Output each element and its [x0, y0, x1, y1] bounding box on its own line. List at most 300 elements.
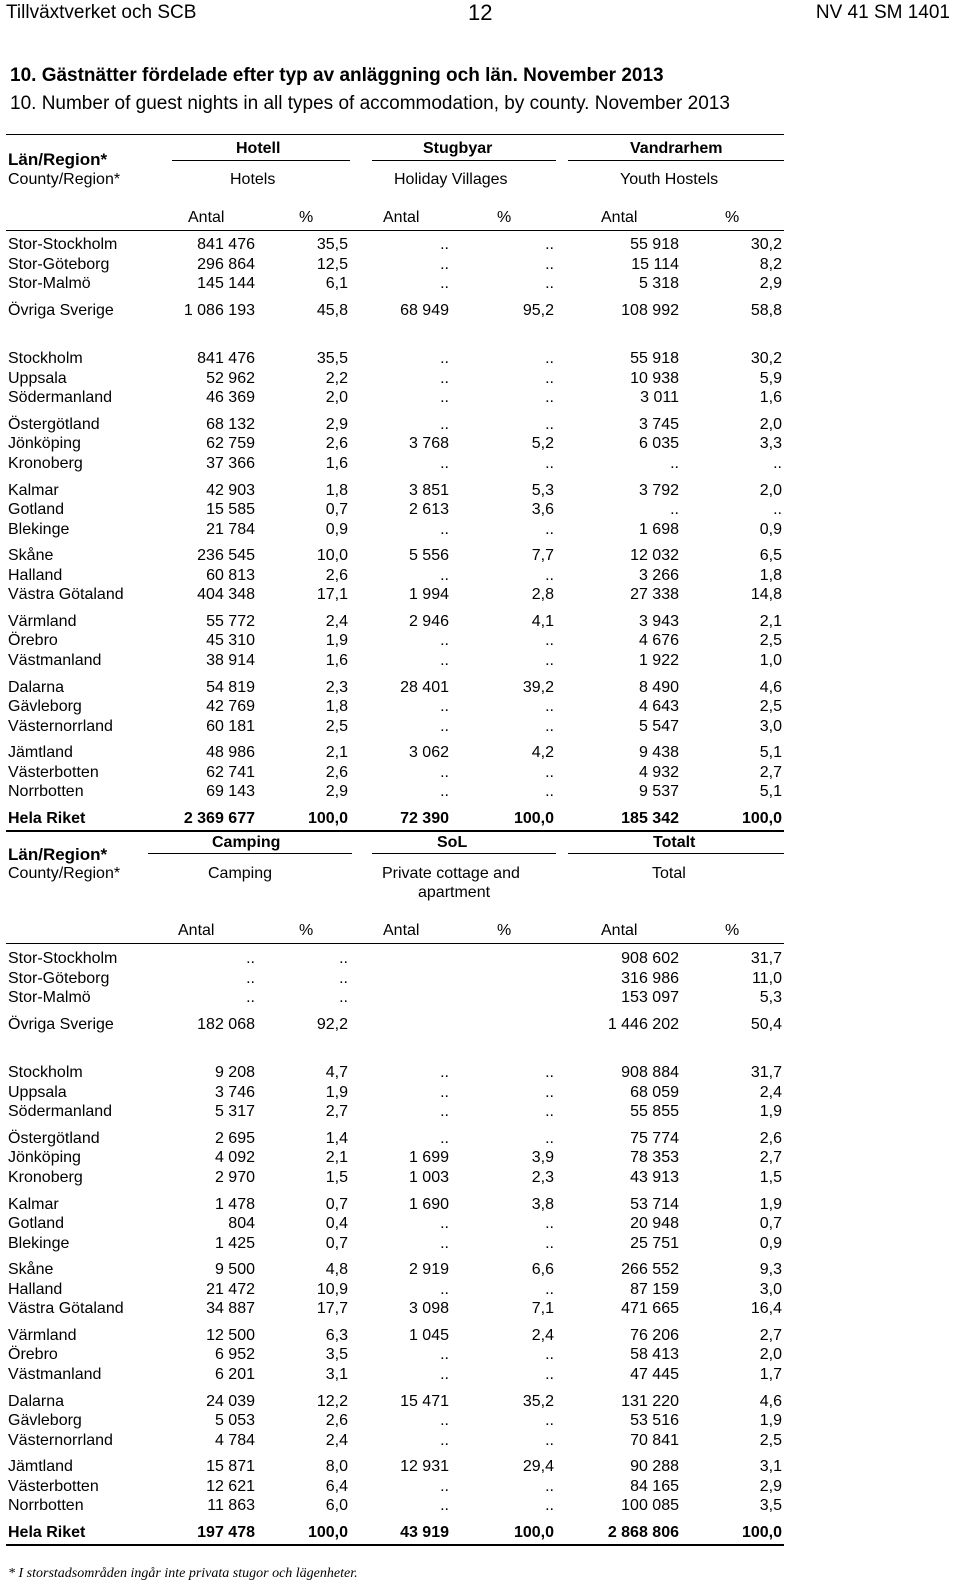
table-cell: 1,5 [759, 1169, 782, 1186]
group-hotell-sv: Hotell [236, 140, 281, 157]
table-cell: 0,7 [759, 1215, 782, 1232]
table-cell: 2,9 [325, 783, 348, 800]
table-cell: 2,0 [759, 482, 782, 499]
table-cell: 1,9 [759, 1412, 782, 1429]
table-cell: .. [440, 1235, 449, 1252]
table-cell: 9 537 [638, 783, 679, 800]
table-cell: 95,2 [522, 302, 554, 319]
table-cell: 3,5 [325, 1346, 348, 1363]
table-cell: .. [246, 950, 255, 967]
table-cell: .. [545, 416, 554, 433]
table-cell: 15 871 [206, 1458, 255, 1475]
table-cell: .. [545, 275, 554, 292]
table-cell: 2,7 [759, 1149, 782, 1166]
group-vandrarhem-sv: Vandrarhem [630, 140, 723, 157]
table-cell: 2 868 806 [607, 1524, 679, 1541]
group-totalt-rule [568, 853, 784, 854]
row-label: Östergötland [8, 1130, 100, 1147]
table-cell: .. [440, 764, 449, 781]
group-totalt-en: Total [652, 865, 686, 882]
table-cell: 108 992 [621, 302, 679, 319]
table-cell: .. [545, 1366, 554, 1383]
table-row [0, 1478, 960, 1498]
table-cell: 4,6 [759, 1393, 782, 1410]
table-cell: 46 369 [206, 389, 255, 406]
table-cell: 55 918 [630, 236, 679, 253]
table-cell: 0,7 [325, 1196, 348, 1213]
table-cell: 62 741 [206, 764, 255, 781]
table-cell: 7,7 [531, 547, 554, 564]
table-cell: 1 425 [214, 1235, 255, 1252]
table-cell: 8 490 [638, 679, 679, 696]
table-cell: .. [545, 1084, 554, 1101]
table-cell: 14,8 [750, 586, 782, 603]
table-cell: .. [545, 1130, 554, 1147]
table-cell: 1 478 [214, 1196, 255, 1213]
group-hotell-rule [172, 160, 350, 161]
table-cell: .. [545, 1215, 554, 1232]
table-cell: 9,3 [759, 1261, 782, 1278]
row-label: Blekinge [8, 1235, 70, 1252]
table-cell: 42 769 [206, 698, 255, 715]
row-label: Övriga Sverige [8, 302, 114, 319]
table-cell: .. [545, 764, 554, 781]
table-cell: 4,8 [325, 1261, 348, 1278]
table-cell: 4,1 [531, 613, 554, 630]
table-row [0, 236, 960, 256]
sub-antal-1: Antal [188, 209, 225, 226]
group-sol-en-line2: apartment [418, 884, 491, 901]
group-stugbyar-sv: Stugbyar [423, 140, 493, 157]
table-row [0, 613, 960, 633]
row-label: Halland [8, 567, 63, 584]
table-cell: 1,8 [325, 698, 348, 715]
table-cell: 10,0 [316, 547, 348, 564]
table-cell: 6,1 [325, 275, 348, 292]
group-sol-en: Private cottage and [382, 865, 520, 882]
table-cell: .. [670, 455, 679, 472]
table-cell: .. [440, 652, 449, 669]
table-cell: 12 621 [206, 1478, 255, 1495]
table-cell: 0,7 [325, 501, 348, 518]
table-cell: 3,6 [531, 501, 554, 518]
table-cell: 2 919 [408, 1261, 449, 1278]
table-row [0, 989, 960, 1009]
header-publication-id: NV 41 SM 1401 [815, 2, 950, 23]
table-row [0, 482, 960, 502]
table-cell: 10,9 [316, 1281, 348, 1298]
table-cell: 5,1 [759, 744, 782, 761]
table-cell: 2,8 [531, 586, 554, 603]
table-cell: 6,4 [325, 1478, 348, 1495]
table-cell: 2,6 [325, 435, 348, 452]
table-cell: 15 471 [400, 1393, 449, 1410]
row-label: Jämtland [8, 744, 73, 761]
table-cell: 3,1 [325, 1366, 348, 1383]
row-label: Skåne [8, 547, 54, 564]
table-cell: 2,9 [759, 275, 782, 292]
table-row [0, 1016, 960, 1036]
table-cell: 58 413 [630, 1346, 679, 1363]
page-number: 12 [468, 0, 493, 25]
table-row [0, 950, 960, 970]
row-label: Gävleborg [8, 698, 82, 715]
group-camping-sv: Camping [212, 834, 281, 851]
table-cell: 3,3 [759, 435, 782, 452]
table-row [0, 1064, 960, 1084]
table-cell: 1,6 [325, 652, 348, 669]
table-row [0, 1327, 960, 1347]
table-row [0, 256, 960, 276]
sub2-pct-3: % [725, 922, 740, 939]
table-cell: 2,4 [325, 1432, 348, 1449]
table-cell: .. [440, 567, 449, 584]
table-cell: 1,0 [759, 652, 782, 669]
table-row [0, 370, 960, 390]
group-sol-rule [372, 853, 556, 854]
table-row [0, 1149, 960, 1169]
table-cell: 72 390 [400, 810, 449, 827]
table-cell: 6,0 [325, 1497, 348, 1514]
table-row [0, 350, 960, 370]
table-cell: 2,7 [759, 764, 782, 781]
table-cell: 10 938 [630, 370, 679, 387]
row-label: Västernorrland [8, 718, 113, 735]
table-cell: 2,2 [325, 370, 348, 387]
table-2-bottom-rule [6, 1544, 784, 1546]
table-cell: .. [339, 970, 348, 987]
table-row [0, 1235, 960, 1255]
sub-antal-2: Antal [383, 209, 420, 226]
table-cell: 53 516 [630, 1412, 679, 1429]
table-cell: 28 401 [400, 679, 449, 696]
table-cell: 50,4 [750, 1016, 782, 1033]
table-cell: 6,6 [531, 1261, 554, 1278]
table-row [0, 1458, 960, 1478]
table-2-region-sv: Län/Region* [8, 845, 108, 864]
row-label: Västerbotten [8, 1478, 99, 1495]
table-cell: 2,5 [759, 632, 782, 649]
table-cell: 3 792 [638, 482, 679, 499]
footnote: * I storstadsområden ingår inte privata stugor och lägenheter. [8, 1566, 358, 1581]
row-label: Jönköping [8, 435, 81, 452]
table-row [0, 302, 960, 322]
table-row [0, 1215, 960, 1235]
table-cell: 4 092 [214, 1149, 255, 1166]
table-cell: 804 [228, 1215, 255, 1232]
table-cell: 316 986 [621, 970, 679, 987]
table-cell: 6 952 [214, 1346, 255, 1363]
table-row [0, 1261, 960, 1281]
table-cell: 20 948 [630, 1215, 679, 1232]
row-label: Västernorrland [8, 1432, 113, 1449]
table-cell: .. [440, 1412, 449, 1429]
row-label: Värmland [8, 613, 77, 630]
table-cell: 3 266 [638, 567, 679, 584]
row-label: Stor-Göteborg [8, 970, 110, 987]
table-cell: 12 032 [630, 547, 679, 564]
row-label: Gotland [8, 1215, 65, 1232]
group-vandrarhem-en: Youth Hostels [620, 171, 719, 188]
row-label: Jönköping [8, 1149, 81, 1166]
table-cell: 54 819 [206, 679, 255, 696]
table-cell: 131 220 [621, 1393, 679, 1410]
sub-pct-3: % [725, 209, 740, 226]
table-cell: .. [545, 567, 554, 584]
table-cell: 92,2 [316, 1016, 348, 1033]
table-cell: 2,4 [325, 613, 348, 630]
table-cell: .. [440, 416, 449, 433]
table-cell: 1,8 [759, 567, 782, 584]
group-camping-en: Camping [208, 865, 273, 882]
table-cell: .. [440, 1346, 449, 1363]
table-cell: 37 366 [206, 455, 255, 472]
table-cell: .. [440, 275, 449, 292]
table-cell: .. [440, 1215, 449, 1232]
table-cell: .. [773, 455, 782, 472]
table-cell: .. [440, 370, 449, 387]
table-cell: 75 774 [630, 1130, 679, 1147]
table-row [0, 567, 960, 587]
table-row [0, 1196, 960, 1216]
table-cell: .. [545, 1103, 554, 1120]
table-cell: 34 887 [206, 1300, 255, 1317]
table-cell: .. [545, 521, 554, 538]
table-cell: 58,8 [750, 302, 782, 319]
table-cell: 69 143 [206, 783, 255, 800]
sub-pct-2: % [497, 209, 512, 226]
row-label: Västra Götaland [8, 586, 124, 603]
row-label: Västra Götaland [8, 1300, 124, 1317]
table-row [0, 389, 960, 409]
table-cell: 27 338 [630, 586, 679, 603]
table-cell: .. [440, 783, 449, 800]
table-cell: 2,0 [759, 1346, 782, 1363]
group-stugbyar-rule [372, 160, 556, 161]
table-cell: 39,2 [522, 679, 554, 696]
table-cell: 9 208 [214, 1064, 255, 1081]
table-row [0, 764, 960, 784]
table-cell: 2,1 [325, 744, 348, 761]
table-cell: 38 914 [206, 652, 255, 669]
table-cell: 3,0 [759, 718, 782, 735]
row-label: Örebro [8, 632, 58, 649]
table-cell: .. [545, 1432, 554, 1449]
table-cell: 100,0 [307, 810, 348, 827]
table-row [0, 1412, 960, 1432]
table-cell: 100,0 [741, 1524, 782, 1541]
table-cell: 55 918 [630, 350, 679, 367]
table-cell: 2,5 [325, 718, 348, 735]
table-cell: .. [339, 989, 348, 1006]
table-cell: 52 962 [206, 370, 255, 387]
table-cell: 35,2 [522, 1393, 554, 1410]
table-cell: 2 695 [214, 1130, 255, 1147]
table-cell: 90 288 [630, 1458, 679, 1475]
table-cell: 62 759 [206, 435, 255, 452]
table-cell: 0,7 [325, 1235, 348, 1252]
row-label: Skåne [8, 1261, 54, 1278]
row-label: Västerbotten [8, 764, 99, 781]
table-cell: 5 317 [214, 1103, 255, 1120]
table-cell: 2,1 [325, 1149, 348, 1166]
table-1-bottom-rule [6, 830, 784, 832]
table-cell: 5,1 [759, 783, 782, 800]
table-cell: 4 676 [638, 632, 679, 649]
table-cell: 4,7 [325, 1064, 348, 1081]
table-cell: 45 310 [206, 632, 255, 649]
table-cell: 2,4 [531, 1327, 554, 1344]
table-cell: 2,9 [759, 1478, 782, 1495]
table-cell: 5 318 [638, 275, 679, 292]
table-2-region-en: County/Region* [8, 865, 121, 882]
table-cell: 5,3 [531, 482, 554, 499]
row-label: Uppsala [8, 370, 67, 387]
table-cell: 3 098 [408, 1300, 449, 1317]
table-row [0, 652, 960, 672]
table-cell: 55 855 [630, 1103, 679, 1120]
table-cell: 31,7 [750, 1064, 782, 1081]
table-cell: 8,0 [325, 1458, 348, 1475]
table-cell: 60 813 [206, 567, 255, 584]
table-cell: .. [545, 389, 554, 406]
table-cell: 68 949 [400, 302, 449, 319]
table-cell: .. [440, 1432, 449, 1449]
table-row [0, 275, 960, 295]
table-cell: 6,5 [759, 547, 782, 564]
table-cell: 31,7 [750, 950, 782, 967]
table-cell: 2,6 [325, 1412, 348, 1429]
table-row [0, 744, 960, 764]
table-row [0, 1169, 960, 1189]
table-row [0, 698, 960, 718]
table-cell: 35,5 [316, 236, 348, 253]
table-cell: 2,3 [531, 1169, 554, 1186]
sub2-pct-1: % [299, 922, 314, 939]
table-cell: 2,1 [759, 613, 782, 630]
table-cell: 908 602 [621, 950, 679, 967]
table-cell: 1,5 [325, 1169, 348, 1186]
table-cell: 16,4 [750, 1300, 782, 1317]
row-label: Stor-Göteborg [8, 256, 110, 273]
table-cell: 1 690 [408, 1196, 449, 1213]
table-cell: 9 438 [638, 744, 679, 761]
table-cell: 45,8 [316, 302, 348, 319]
table-cell: 2,5 [759, 698, 782, 715]
table-cell: 11,0 [752, 970, 782, 987]
table-cell: 5,3 [759, 989, 782, 1006]
table-cell: .. [440, 236, 449, 253]
table-cell: .. [440, 1103, 449, 1120]
table-row [0, 783, 960, 803]
row-label: Kronoberg [8, 1169, 83, 1186]
table-cell: .. [545, 1281, 554, 1298]
table-row [0, 1432, 960, 1452]
table-cell: .. [440, 698, 449, 715]
table-cell: 1,4 [325, 1130, 348, 1147]
row-label: Norrbotten [8, 1497, 84, 1514]
table-cell: 2 946 [408, 613, 449, 630]
sub2-pct-2: % [497, 922, 512, 939]
table-cell: .. [545, 455, 554, 472]
table-row [0, 1300, 960, 1320]
table-cell: 43 919 [400, 1524, 449, 1541]
table-cell: .. [246, 989, 255, 1006]
table-cell: 5,2 [531, 435, 554, 452]
table-cell: 3,8 [531, 1196, 554, 1213]
table-cell: .. [440, 455, 449, 472]
table-cell: 12,2 [316, 1393, 348, 1410]
table-cell: 2,5 [759, 1432, 782, 1449]
group-stugbyar-en: Holiday Villages [394, 171, 508, 188]
table-row [0, 1393, 960, 1413]
row-label: Stockholm [8, 1064, 83, 1081]
table-cell: 185 342 [621, 810, 679, 827]
table-cell: 182 068 [197, 1016, 255, 1033]
table-cell: 1 994 [408, 586, 449, 603]
table-cell: 2 613 [408, 501, 449, 518]
table-cell: .. [440, 1130, 449, 1147]
table-cell: 2,0 [325, 389, 348, 406]
table-row [0, 1524, 960, 1544]
table-cell: .. [545, 1346, 554, 1363]
table-cell: 3 062 [408, 744, 449, 761]
table-cell: 100,0 [513, 810, 554, 827]
table-row [0, 1497, 960, 1517]
table-cell: 1 003 [408, 1169, 449, 1186]
table-cell: .. [545, 698, 554, 715]
table-cell: 24 039 [206, 1393, 255, 1410]
table-cell: 4,2 [531, 744, 554, 761]
table-row [0, 1281, 960, 1301]
table-2-header-rule [6, 943, 784, 944]
table-cell: 12,5 [316, 256, 348, 273]
table-cell: .. [545, 256, 554, 273]
table-cell: 3 011 [640, 389, 679, 406]
table-cell: .. [440, 1084, 449, 1101]
table-row [0, 1346, 960, 1366]
row-label: Norrbotten [8, 783, 84, 800]
table-cell: .. [545, 1235, 554, 1252]
table-cell: 12 931 [400, 1458, 449, 1475]
row-label: Södermanland [8, 1103, 113, 1120]
table-cell: 5 556 [408, 547, 449, 564]
table-cell: 60 181 [206, 718, 255, 735]
row-label: Örebro [8, 1346, 58, 1363]
table-cell: .. [545, 652, 554, 669]
table-cell: 3,5 [759, 1497, 782, 1514]
table-row [0, 718, 960, 738]
table-cell: 1 045 [408, 1327, 449, 1344]
row-label: Dalarna [8, 1393, 65, 1410]
table-cell: .. [545, 1478, 554, 1495]
table-cell: .. [440, 350, 449, 367]
table-cell: 153 097 [621, 989, 679, 1006]
table-row [0, 501, 960, 521]
table-cell: 0,9 [759, 1235, 782, 1252]
table-cell: 2,6 [325, 567, 348, 584]
row-label: Stor-Stockholm [8, 236, 118, 253]
table-cell: .. [545, 718, 554, 735]
row-label: Stor-Stockholm [8, 950, 118, 967]
group-sol-sv: SoL [437, 834, 468, 851]
table-cell: 100 085 [621, 1497, 679, 1514]
table-cell: .. [545, 632, 554, 649]
table-cell: 1,8 [325, 482, 348, 499]
row-label: Kalmar [8, 482, 59, 499]
table-cell: 30,2 [750, 236, 782, 253]
table-cell: 70 841 [630, 1432, 679, 1449]
